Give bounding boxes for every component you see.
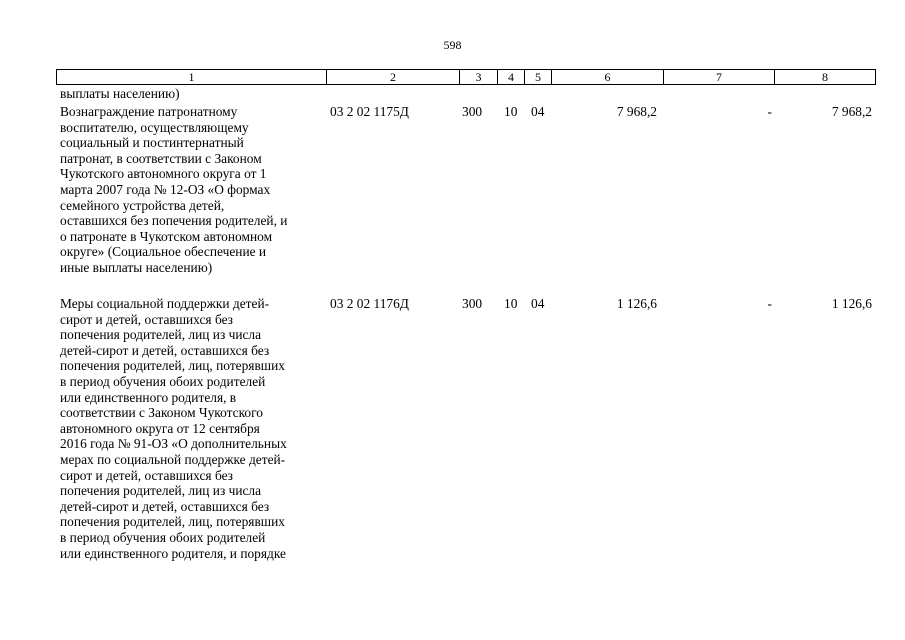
text-line: автономного округа от 12 сентября <box>60 420 260 436</box>
row-1-col-3: 300 <box>462 104 483 119</box>
header-col-1: 1 <box>57 70 327 84</box>
text-line: детей-сирот и детей, оставшихся без <box>60 342 270 358</box>
text-line: или единственного родителя, и порядке <box>60 545 286 561</box>
row-1-col-4: 10 <box>504 104 518 119</box>
continuation-text <box>60 86 322 102</box>
text-line: попечения родителей, лиц из числа <box>60 483 262 499</box>
header-col-5: 5 <box>525 70 552 84</box>
row-1-description <box>60 104 322 276</box>
row-2-col-7: - <box>767 296 772 311</box>
text-line: оставшихся без попечения родителей, и <box>60 213 288 229</box>
text-line: семейного устройства детей, <box>60 197 225 213</box>
text-line: патронат, в соответствии с Законом <box>60 150 262 166</box>
text-line: округе» (Социальное обеспечение и <box>60 244 267 260</box>
text-line: воспитателю, осуществляющему <box>60 119 249 135</box>
text-line: выплаты населению) <box>60 86 180 101</box>
text-line: в период обучения обоих родителей <box>60 529 266 545</box>
header-col-7: 7 <box>664 70 775 84</box>
text-line: Меры социальной поддержки детей- <box>60 296 270 311</box>
row-1-col-5: 04 <box>531 104 545 119</box>
text-line: соответствии с Законом Чукотского <box>60 405 263 421</box>
header-col-3: 3 <box>460 70 498 84</box>
header-col-6: 6 <box>552 70 664 84</box>
row-2-col-6: 1 126,6 <box>616 296 657 311</box>
text-line: иные выплаты населению) <box>60 259 213 275</box>
text-line: о патронате в Чукотском автономном <box>60 228 273 244</box>
row-1-col-6: 7 968,2 <box>616 104 657 119</box>
header-col-2: 2 <box>327 70 460 84</box>
row-2-col-3: 300 <box>462 296 483 311</box>
text-line: или единственного родителя, в <box>60 389 237 405</box>
text-line: сирот и детей, оставшихся без <box>60 467 233 483</box>
row-2-code: 03 2 02 1176Д <box>330 296 409 311</box>
text-line: сирот и детей, оставшихся без <box>60 311 233 327</box>
text-line: в период обучения обоих родителей <box>60 373 266 389</box>
text-line: попечения родителей, лиц из числа <box>60 327 262 343</box>
header-col-4: 4 <box>498 70 525 84</box>
row-2-description <box>60 296 322 561</box>
row-2-col-8: 1 126,6 <box>831 296 872 311</box>
text-line: попечения родителей, лиц, потерявших <box>60 358 285 374</box>
text-line: Вознаграждение патронатному <box>60 104 238 119</box>
text-line: 2016 года № 91-ОЗ «О дополнительных <box>60 436 287 452</box>
row-1-col-8: 7 968,2 <box>831 104 872 119</box>
row-1-code: 03 2 02 1175Д <box>330 104 409 119</box>
text-line: Чукотского автономного округа от 1 <box>60 166 267 182</box>
row-2-col-5: 04 <box>531 296 545 311</box>
text-line: социальный и постинтернатный <box>60 135 244 151</box>
row-2-col-4: 10 <box>504 296 518 311</box>
page-number: 598 <box>443 38 462 52</box>
header-col-8: 8 <box>822 70 828 84</box>
text-line: мерах по социальной поддержке детей- <box>60 451 286 467</box>
text-line: детей-сирот и детей, оставшихся без <box>60 498 270 514</box>
text-line: попечения родителей, лиц, потерявших <box>60 514 285 530</box>
text-line: марта 2007 года № 12-ОЗ «О формах <box>60 181 271 197</box>
table-header-row <box>56 69 876 85</box>
row-1-col-7: - <box>767 104 772 119</box>
